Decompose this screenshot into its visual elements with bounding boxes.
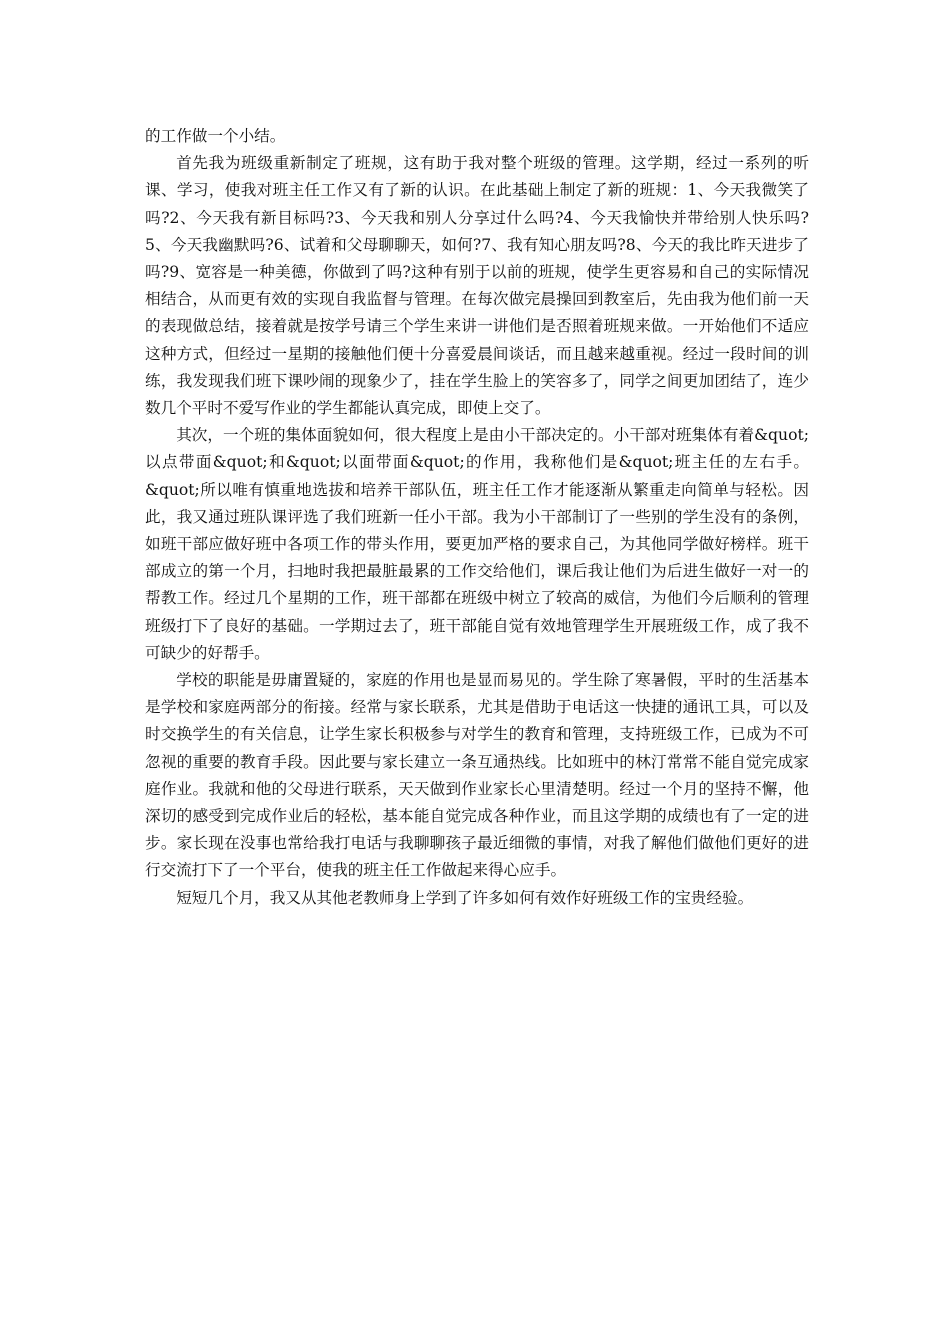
- paragraph-1: 的工作做一个小结。: [145, 127, 286, 145]
- paragraph-3: 其次，一个班的集体面貌如何，很大程度上是由小干部决定的。小干部对班集体有着&quot;以点带面&quot;和&quot;以面带面&quot;的作用，我称他们是&quot;班主任的左右手。&quot;所以唯有慎重地选拔和培养干部队伍，班主任工作才能逐渐从繁重走向简单与轻松。因此，我又通过班队课评选了我们班新一任小干部。我为小干部制订了一些别的学生没有的条例，如班干部应做好班中各项工作的带头作用，要更加严格的要求自己，为其他同学做好榜样。班干部成立的第一个月，扫地时我把最脏最累的工作交给他们，课后我让他们为后进生做好一对一的帮教工作。经过几个星期的工作，班干部都在班级中树立了较高的威信，为他们今后顺利的管理班级打下了良好的基础。一学期过去了，班干部能自觉有效地管理学生开展班级工作，成了我不可缺少的好帮手。: [145, 426, 809, 662]
- paragraph-5: 短短几个月，我又从其他老教师身上学到了许多如何有效作好班级工作的宝贵经验。: [176, 888, 754, 907]
- paragraph-4: 学校的职能是毋庸置疑的，家庭的作用也是显而易见的。学生除了寒暑假，平时的生活基本是学校和家庭两部分的衔接。经常与家长联系，尤其是借助于电话这一快捷的通讯工具，可以及时交换学生的有关信息，让学生家长积极参与对学生的教育和管理，支持班级工作，已成为不可忽视的重要的教育手段。因此要与家长建立一条互通热线。比如班中的林汀常常不能自觉完成家庭作业。我就和他的父母进行联系，天天做到作业家长心里清楚明。经过一个月的坚持不懈，他深切的感受到完成作业后的轻松，基本能自觉完成各种作业，而且这学期的成绩也有了一定的进步。家长现在没事也常给我打电话与我聊聊孩子最近细微的事情，对我了解他们做他们更好的进行交流打下了一个平台，使我的班主任工作做起来得心应手。: [145, 671, 809, 880]
- document-body: [145, 123, 809, 912]
- paragraph-2: 首先我为班级重新制定了班规，这有助于我对整个班级的管理。这学期，经过一系列的听课、学习，使我对班主任工作又有了新的认识。在此基础上制定了新的班规：1、今天我微笑了吗?2、今天我有新目标吗?3、今天我和别人分享过什么吗?4、今天我愉快并带给别人快乐吗?5、今天我幽默吗?6、试着和父母聊聊天，如何?7、我有知心朋友吗?8、今天的我比昨天进步了吗?9、宽容是一种美德，你做到了吗?这种有别于以前的班规，使学生更容易和自己的实际情况相结合，从而更有效的实现自我监督与管理。在每次做完晨操回到教室后，先由我为他们前一天的表现做总结，接着就是按学号请三个学生来讲一讲他们是否照着班规来做。一开始他们不适应这种方式，但经过一星期的接触他们便十分喜爱晨间谈话，而且越来越重视。经过一段时间的训练，我发现我们班下课吵闹的现象少了，挂在学生脸上的笑容多了，同学之间更加团结了，连少数几个平时不爱写作业的学生都能认真完成，即使上交了。: [145, 154, 809, 418]
